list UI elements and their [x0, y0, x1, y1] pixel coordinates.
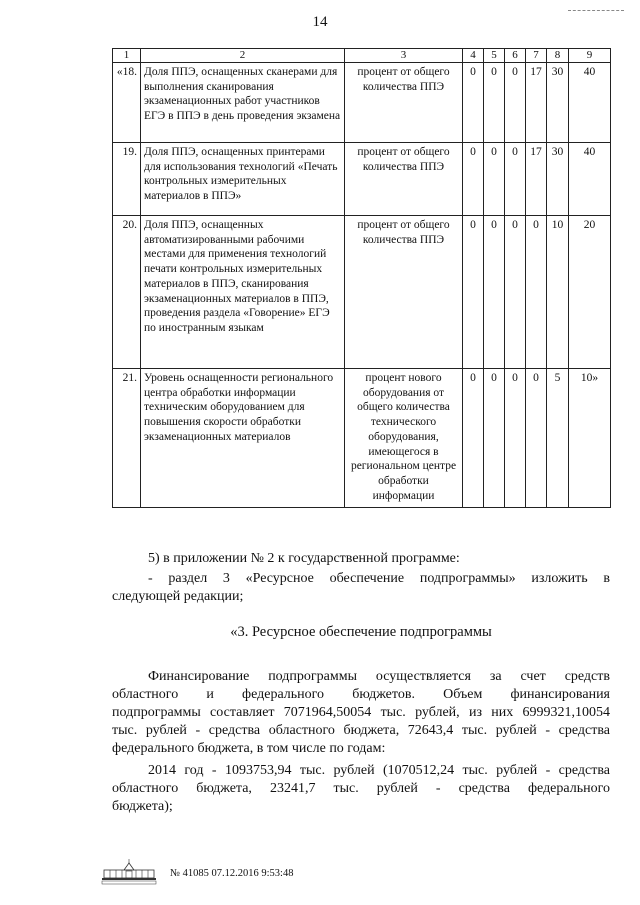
value-cell: 40 — [569, 63, 611, 143]
header-cell: 6 — [505, 49, 526, 63]
value-cell: 17 — [526, 143, 547, 216]
indicator-name: Доля ППЭ, оснащенных автоматизированными рабочими местами для применения технологий печати контрольных измерительных материалов в ППЭ, сканирования экзаменационных материалов в ППЭ, проведения раздела «Говорение» ЕГЭ по иностранным языкам — [141, 216, 345, 369]
value-cell: 0 — [484, 143, 505, 216]
value-cell: 0 — [505, 63, 526, 143]
header-cell: 8 — [547, 49, 569, 63]
government-building-icon — [100, 858, 158, 886]
value-cell: 0 — [505, 369, 526, 508]
indicator-name: Доля ППЭ, оснащенных принтерами для использования технологий «Печать контрольных измерительных материалов в ППЭ» — [141, 143, 345, 216]
header-cell: 3 — [345, 49, 463, 63]
header-cell: 7 — [526, 49, 547, 63]
paragraph-line: 2014 год - 1093753,94 тыс. рублей (1070512,24 тыс. рублей - средства — [148, 763, 610, 778]
paragraph-line: федерального бюджета, в том числе по годам: — [112, 741, 386, 756]
value-cell: 0 — [463, 369, 484, 508]
row-number: «18. — [113, 63, 141, 143]
value-cell: 10» — [569, 369, 611, 508]
section3-instruction-cont: следующей редакции; — [112, 589, 244, 604]
indicator-unit: процент от общего количества ППЭ — [345, 63, 463, 143]
value-cell: 0 — [526, 369, 547, 508]
indicator-name: Доля ППЭ, оснащенных сканерами для выполнения сканирования экзаменационных работ участников ЕГЭ в ППЭ в день проведения экзамена — [141, 63, 345, 143]
value-cell: 0 — [484, 216, 505, 369]
value-cell: 0 — [505, 216, 526, 369]
header-mark — [568, 10, 624, 11]
value-cell: 5 — [547, 369, 569, 508]
header-cell: 1 — [113, 49, 141, 63]
row-number: 19. — [113, 143, 141, 216]
table-row — [113, 143, 611, 216]
item-5-text: 5) в приложении № 2 к государственной программе: — [148, 551, 460, 566]
value-cell: 0 — [484, 63, 505, 143]
page-number: 14 — [312, 14, 328, 30]
indicator-name: Уровень оснащенности регионального центра обработки информации техническим оборудованием для повышения скорости обработки экзаменационных материалов — [141, 369, 345, 508]
value-cell: 17 — [526, 63, 547, 143]
value-cell: 0 — [505, 143, 526, 216]
paragraph-line: областного бюджета, 23241,7 тыс. рублей - средства федерального — [112, 781, 610, 796]
value-cell: 20 — [569, 216, 611, 369]
header-cell: 9 — [569, 49, 611, 63]
indicator-unit: процент от общего количества ППЭ — [345, 216, 463, 369]
value-cell: 10 — [547, 216, 569, 369]
value-cell: 0 — [463, 143, 484, 216]
value-cell: 30 — [547, 63, 569, 143]
registration-stamp: № 41085 07.12.2016 9:53:48 — [170, 868, 294, 879]
paragraph-line: Финансирование подпрограммы осуществляется за счет средств — [148, 669, 610, 684]
indicator-unit: процент от общего количества ППЭ — [345, 143, 463, 216]
value-cell: 0 — [484, 369, 505, 508]
section3-instruction: - раздел 3 «Ресурсное обеспечение подпрограммы» изложить в — [148, 571, 610, 586]
value-cell: 0 — [463, 216, 484, 369]
value-cell: 0 — [463, 63, 484, 143]
paragraph-line: областного и федерального бюджетов. Объем финансирования — [112, 687, 610, 702]
row-number: 21. — [113, 369, 141, 508]
indicator-unit: процент нового оборудования от общего количества технического оборудования, имеющегося в региональном центре обработки информации — [345, 369, 463, 508]
paragraph-line: подпрограммы составляет 7071964,50054 тыс. рублей, из них 6999321,10054 — [112, 705, 610, 720]
paragraph-line: тыс. рублей - средства областного бюджета, 72643,4 тыс. рублей - средства — [112, 723, 610, 738]
header-cell: 5 — [484, 49, 505, 63]
row-number: 20. — [113, 216, 141, 369]
document-footer — [100, 858, 400, 888]
value-cell: 0 — [526, 216, 547, 369]
table-row — [113, 216, 611, 369]
header-cell: 4 — [463, 49, 484, 63]
header-cell: 2 — [141, 49, 345, 63]
paragraph-line: бюджета); — [112, 799, 173, 814]
table-row — [113, 63, 611, 143]
value-cell: 40 — [569, 143, 611, 216]
table-header-row — [113, 49, 611, 63]
table-row — [113, 369, 611, 508]
indicators-table — [112, 48, 611, 508]
value-cell: 30 — [547, 143, 569, 216]
section-heading: «3. Ресурсное обеспечение подпрограммы — [230, 624, 492, 640]
